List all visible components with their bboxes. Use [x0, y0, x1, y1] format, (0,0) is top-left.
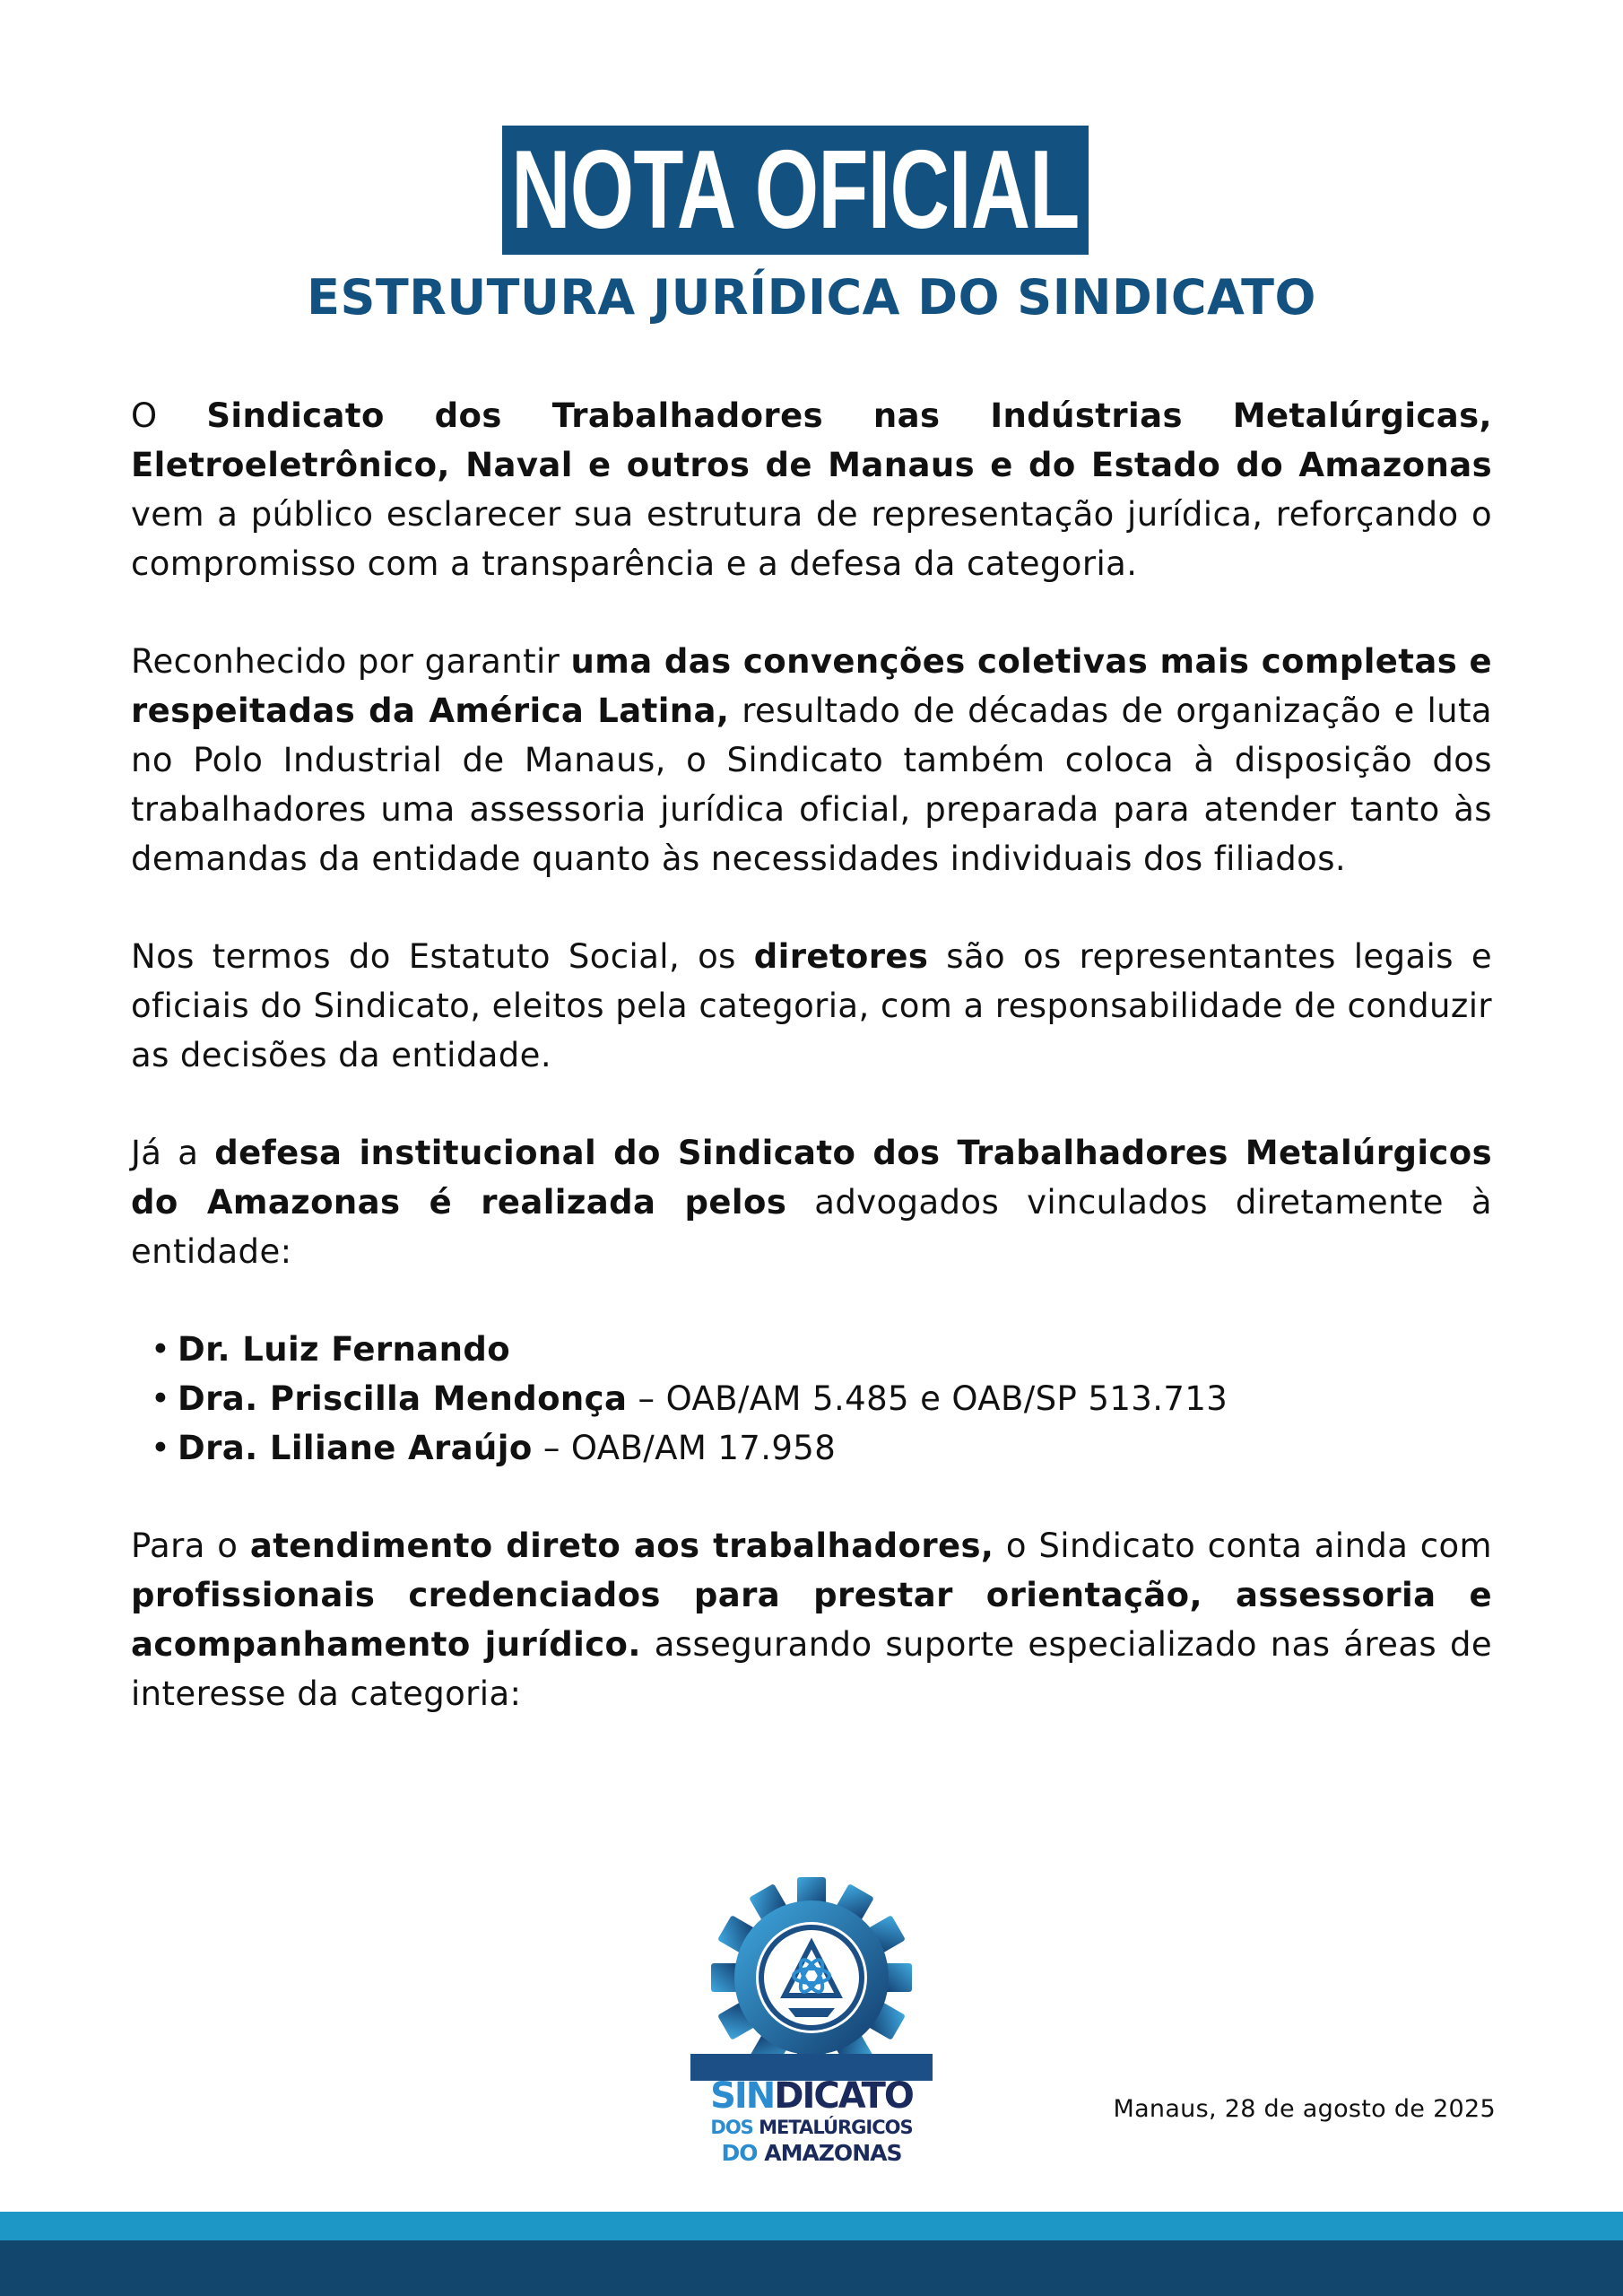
lawyer-registration: – OAB/AM 17.958 [532, 1429, 837, 1467]
logo-accent: DO [721, 2140, 758, 2166]
logo-text-span: METALÚRGICOS [752, 2117, 913, 2138]
text-span: são os representantes legais e oficiais do Sindicato, eleitos pela categoria, com a responsabilidade de conduzir as decisões da entidade. [131, 937, 1492, 1074]
paragraph-convention [131, 637, 1492, 883]
text-span: o Sindicato conta ainda com [994, 1526, 1492, 1565]
bold-span: Sindicato dos Trabalhadores nas Indústrias Metalúrgicas, Eletroeletrônico, Naval e outros de Manaus e do Estado do Amazonas [131, 396, 1492, 484]
lawyer-name: Dr. Luiz Fernando [178, 1330, 511, 1369]
document-subtitle: ESTRUTURA JURÍDICA DO SINDICATO [307, 269, 1316, 326]
document-title: NOTA OFICIAL [511, 128, 1080, 252]
paragraph-assistance [131, 1521, 1492, 1718]
bullet-icon: • [151, 1429, 171, 1467]
text-span: Nos termos do Estatuto Social, os [131, 937, 754, 976]
bullet-icon: • [151, 1379, 171, 1418]
text-span: assegurando suporte especializado nas áreas de interesse da categoria: [131, 1625, 1492, 1713]
lawyer-name: Dra. Liliane Araújo [178, 1429, 533, 1467]
list-item [151, 1423, 1492, 1473]
text-span: resultado de décadas de organização e luta no Polo Industrial de Manaus, o Sindicato também coloca à disposição dos trabalhadores uma assessoria jurídica oficial, preparada para atender tanto às demandas da entidade quanto às necessidades individuais dos filiados. [131, 691, 1492, 878]
paragraph-defense [131, 1128, 1492, 1276]
union-logo [690, 1874, 933, 2170]
logo-text-span: AMAZONAS [757, 2140, 902, 2166]
bold-span: atendimento direto aos trabalhadores, [249, 1526, 994, 1565]
list-item [151, 1374, 1492, 1423]
bullet-icon: • [151, 1330, 171, 1369]
footer-stripe-light [0, 2212, 1623, 2240]
lawyer-list [131, 1325, 1492, 1473]
bold-span: uma das convenções coletivas mais completas e respeitadas da América Latina, [131, 642, 1492, 730]
text-span: Reconhecido por garantir [131, 642, 571, 681]
paragraph-directors [131, 932, 1492, 1080]
place-date: Manaus, 28 de agosto de 2025 [1113, 2095, 1496, 2123]
logo-text-span: DICATO [774, 2075, 913, 2117]
gear-icon [690, 1874, 933, 2081]
logo-accent: DOS [710, 2117, 753, 2138]
bold-span: defesa institucional do Sindicato dos Trabalhadores Metalúrgicos do Amazonas é realizada pelos [131, 1134, 1492, 1222]
text-span: Para o [131, 1526, 250, 1565]
logo-line-2 [690, 2117, 933, 2138]
bold-span: diretores [753, 937, 929, 976]
text-span: vem a público esclarecer sua estrutura de representação jurídica, reforçando o compromisso com a transparência e a defesa da categoria. [131, 495, 1492, 583]
lawyer-name: Dra. Priscilla Mendonça [178, 1379, 628, 1418]
lawyer-registration: – OAB/AM 5.485 e OAB/SP 513.713 [627, 1379, 1228, 1418]
footer-stripe-dark [0, 2240, 1623, 2296]
list-item [151, 1325, 1492, 1374]
logo-line-1 [690, 2075, 933, 2117]
logo-accent: SIN [710, 2075, 775, 2117]
title-banner [502, 126, 1089, 255]
document-body [131, 391, 1492, 1767]
text-span: O [131, 396, 207, 435]
bold-span: profissionais credenciados para prestar orientação, assessoria e acompanhamento jurídico. [131, 1576, 1492, 1664]
logo-line-3 [690, 2140, 933, 2166]
paragraph-intro [131, 391, 1492, 588]
text-span: Já a [131, 1134, 215, 1172]
text-span: advogados vinculados diretamente à entidade: [131, 1183, 1492, 1271]
